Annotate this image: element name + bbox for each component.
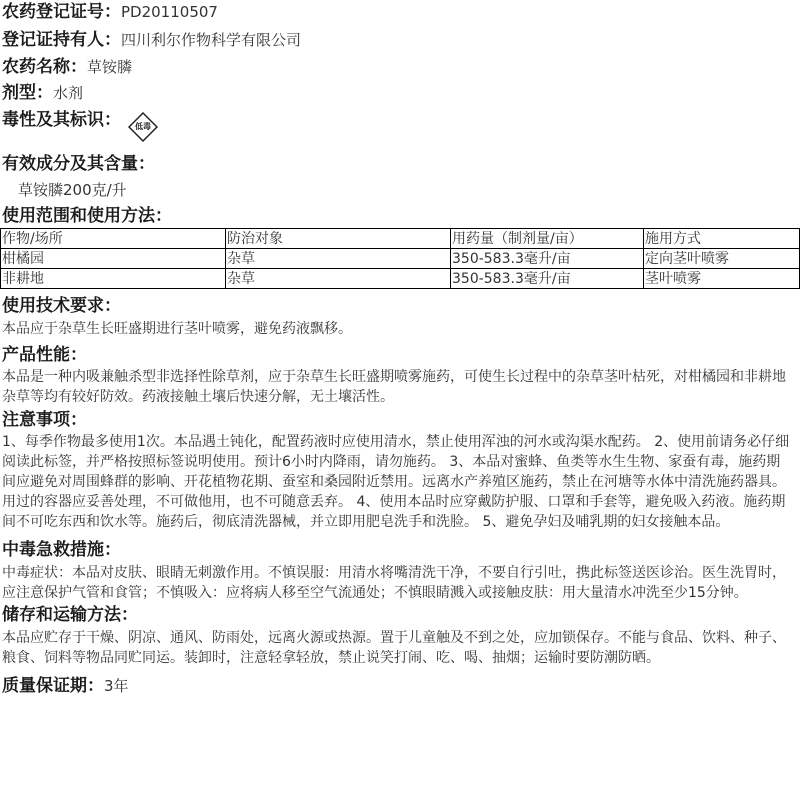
formulation-row	[2, 83, 83, 103]
performance-label: 产品性能：	[2, 345, 87, 365]
usage-table	[0, 228, 800, 289]
performance-text: 本品是一种内吸兼触杀型非选择性除草剂，应于杂草生长旺盛期喷雾施药，可使生长过程中的杂草茎叶枯死，对柑橘园和非耕地杂草等均有较好防效。药液接触土壤后快速分解，无土壤活性。	[2, 369, 786, 405]
first-aid-text: 中毒症状：本品对皮肤、眼睛无刺激作用。不慎误服：用清水将嘴清洗干净，不要自行引吐，携此标签送医诊治。医生洗胃时，应注意保护气管和食管；不慎吸入：应将病人移至空气流通处；不慎眼睛溅入或接触皮肤：用大量清水冲洗至少15分钟。	[2, 565, 786, 601]
table-row	[1, 249, 800, 269]
table-row	[1, 269, 800, 289]
holder-value: 四川利尔作物科学有限公司	[121, 31, 302, 49]
table-cell: 350-583.3毫升/亩	[451, 249, 644, 269]
toxicity-label: 毒性及其标识：	[2, 110, 121, 130]
badge-text: 低毒	[135, 122, 151, 131]
table-header-cell: 作物/场所	[1, 229, 226, 249]
ingredient-value: 草铵膦200克/升	[18, 181, 127, 199]
reg-no-label: 农药登记证号：	[2, 2, 121, 22]
low-toxicity-badge-icon	[128, 112, 158, 142]
storage-label: 储存和运输方法：	[2, 605, 138, 625]
table-header-cell: 施用方式	[644, 229, 800, 249]
formulation-label: 剂型：	[2, 83, 53, 103]
toxicity-row	[2, 110, 121, 130]
table-cell: 杂草	[226, 249, 451, 269]
table-header-row	[1, 229, 800, 249]
technique-text: 本品应于杂草生长旺盛期进行茎叶喷雾，避免药液飘移。	[2, 321, 352, 337]
table-cell: 定向茎叶喷雾	[644, 249, 800, 269]
table-header-cell: 用药量（制剂量/亩）	[451, 229, 644, 249]
table-cell: 杂草	[226, 269, 451, 289]
table-cell: 非耕地	[1, 269, 226, 289]
reg-no-value: PD20110507	[121, 3, 218, 21]
holder-row	[2, 30, 301, 50]
ingredient-label: 有效成分及其含量：	[2, 154, 155, 174]
name-label: 农药名称：	[2, 57, 87, 77]
precautions-label: 注意事项：	[2, 410, 87, 430]
shelf-life-row	[2, 676, 129, 696]
table-header-cell: 防治对象	[226, 229, 451, 249]
shelf-life-label: 质量保证期：	[2, 676, 104, 696]
table-cell: 350-583.3毫升/亩	[451, 269, 644, 289]
usage-label: 使用范围和使用方法：	[2, 206, 172, 226]
name-value: 草铵膦	[87, 58, 133, 76]
table-cell: 柑橘园	[1, 249, 226, 269]
table-cell: 茎叶喷雾	[644, 269, 800, 289]
first-aid-label: 中毒急救措施：	[2, 540, 121, 560]
holder-label: 登记证持有人：	[2, 30, 121, 50]
reg-no-row	[2, 2, 218, 22]
technique-label: 使用技术要求：	[2, 296, 121, 316]
storage-text: 本品应贮存于干燥、阴凉、通风、防雨处，远离火源或热源。置于儿童触及不到之处，应加锁保存。不能与食品、饮料、种子、粮食、饲料等物品同贮同运。装卸时，注意轻拿轻放，禁止说笑打闹、吃、喝、抽烟；运输时要防潮防晒。	[2, 630, 786, 666]
formulation-value: 水剂	[53, 84, 84, 102]
name-row	[2, 57, 132, 77]
shelf-life-value: 3年	[104, 677, 129, 695]
precautions-text: 1、每季作物最多使用1次。本品遇土钝化，配置药液时应使用清水，禁止使用浑浊的河水或沟渠水配药。 2、使用前请务必仔细阅读此标签，并严格按照标签说明使用。预计6小时内降雨，请勿施药。 3、本品对蜜蜂、鱼类等水生生物、家蚕有毒，施药期间应避免对周围蜂群的影响、开花植物花期、蚕室和桑园附近禁用。远离水产养殖区施药，禁止在河塘等水体中清洗施药器具。用过的容器应妥善处理，不可做他用，也不可随意丢弃。 4、使用本品时应穿戴防护服、口罩和手套等，避免吸入药液。施药期间不可吃东西和饮水等。施药后，彻底清洗器械，并立即用肥皂洗手和洗脸。 5、避免孕妇及哺乳期的妇女接触本品。	[2, 434, 790, 530]
